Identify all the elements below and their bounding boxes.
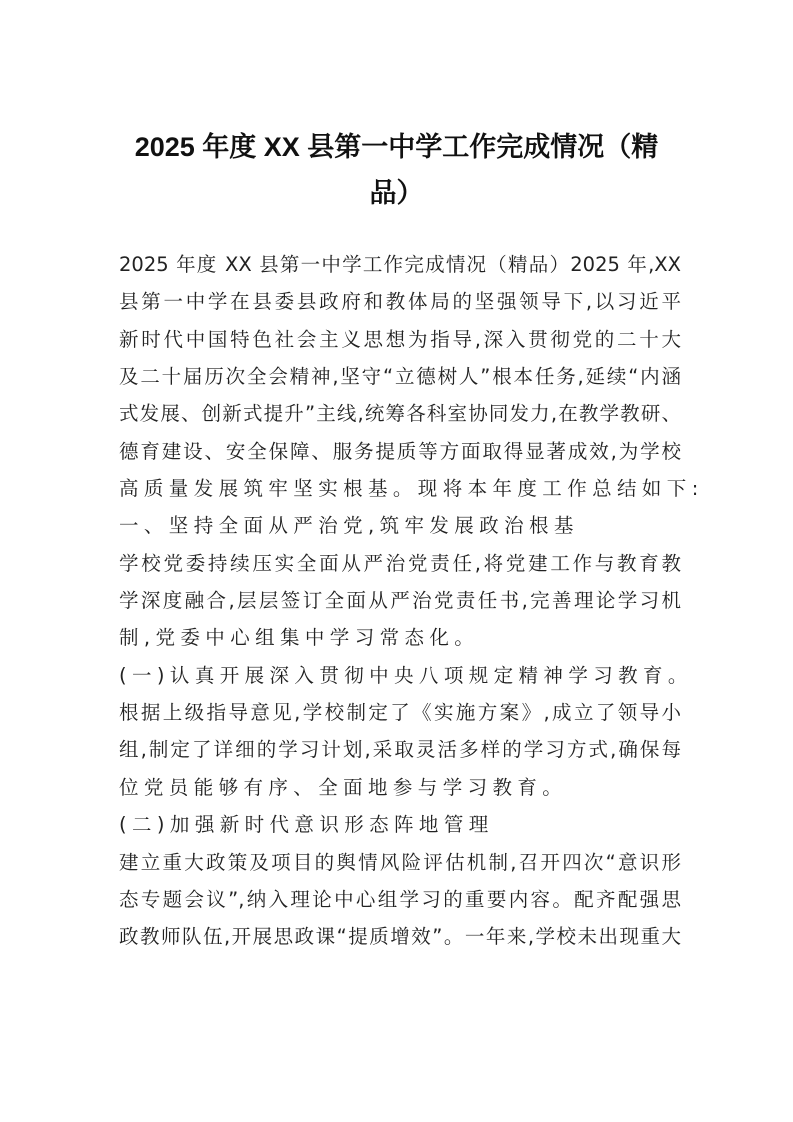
paragraph-line: 建立重大政策及项目的舆情风险评估机制,召开四次“意识形 [119, 850, 681, 874]
title-line: 品） [369, 178, 424, 208]
paragraph-line: 根据上级指导意见,学校制定了《实施方案》,成立了领导小 [119, 701, 681, 725]
paragraph-line: 政教师队伍,开展思政课“提质增效”。一年来,学校未出现重大 [119, 925, 681, 949]
document-title [100, 124, 693, 216]
paragraph-line: 态专题会议”,纳入理论中心组学习的重要内容。配齐配强思 [119, 887, 681, 911]
title-line: 2025 年度 XX 县第一中学工作完成情况（精 [134, 132, 659, 162]
paragraph-line: 制,党委中心组集中学习常态化。 [119, 626, 480, 650]
paragraph-line: 新时代中国特色社会主义思想为指导,深入贯彻党的二十大 [119, 327, 681, 351]
document-body [119, 246, 704, 956]
subsection-heading: (一)认真开展深入贯彻中央八项规定精神学习教育。 [119, 663, 693, 687]
paragraph-line: 2025 年度 XX 县第一中学工作完成情况（精品）2025 年,XX [119, 253, 681, 276]
paragraph-line: 县第一中学在县委县政府和教体局的坚强领导下,以习近平 [119, 290, 681, 314]
paragraph-line: 德育建设、安全保障、服务提质等方面取得显著成效,为学校 [119, 439, 681, 463]
paragraph-line: 及二十届历次全会精神,坚守“立德树人”根本任务,延续“内涵 [119, 365, 681, 389]
paragraph-line: 学深度融合,层层签订全面从严治党责任书,完善理论学习机 [119, 589, 681, 613]
subsection-heading: (二)加强新时代意识形态阵地管理 [119, 813, 494, 837]
paragraph-line: 式发展、创新式提升”主线,统筹各科室协同发力,在教学教研、 [119, 402, 681, 426]
paragraph-line: 位党员能够有序、全面地参与学习教育。 [119, 775, 568, 799]
paragraph-line: 高质量发展筑牢坚实根基。现将本年度工作总结如下: [119, 477, 704, 501]
paragraph-line: 组,制定了详细的学习计划,采取灵活多样的学习方式,确保每 [119, 738, 681, 762]
section-heading: 一、坚持全面从严治党,筑牢发展政治根基 [119, 514, 579, 538]
paragraph-line: 学校党委持续压实全面从严治党责任,将党建工作与教育教 [119, 551, 681, 575]
